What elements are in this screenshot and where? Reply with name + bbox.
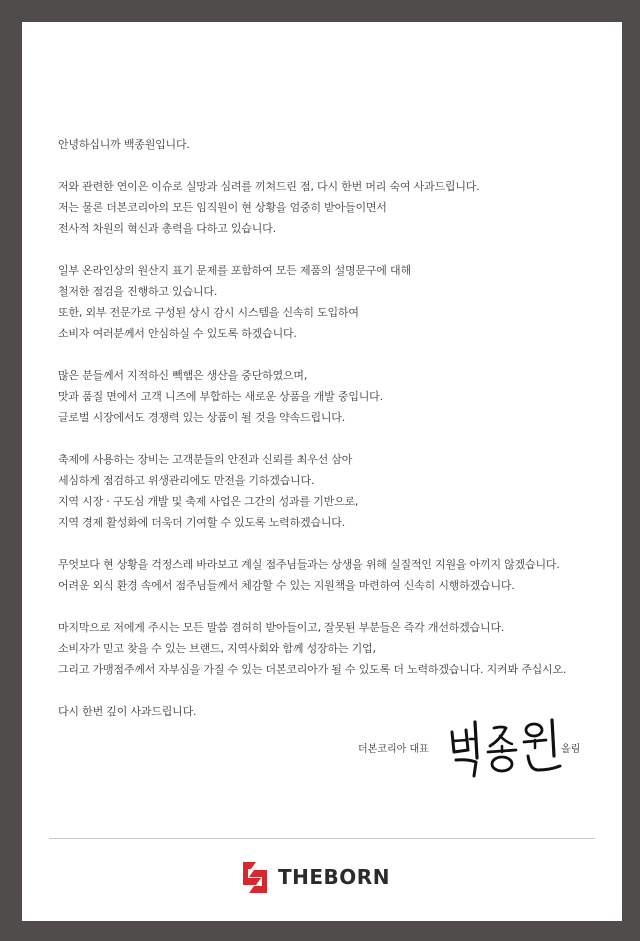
signature-suffix: 올림 — [561, 744, 581, 755]
letter-paragraph — [58, 365, 598, 428]
letter-paragraph — [58, 260, 598, 344]
letter-paragraph — [58, 449, 598, 533]
letter-line: 세심하게 점검하고 위생관리에도 만전을 기하겠습니다. — [58, 474, 315, 487]
theborn-logo-icon — [240, 860, 270, 894]
letter-line: 글로벌 시장에서도 경쟁력 있는 상품이 될 것을 약속드립니다. — [58, 411, 346, 424]
letter-line: 마지막으로 저에게 주시는 모든 말씀 겸허히 받아들이고, 잘못된 부분들은 즉각 개선하겠습니다. — [58, 621, 505, 634]
letter-body — [58, 134, 598, 743]
letter-line: 전사적 차원의 혁신과 총력을 다하고 있습니다. — [58, 222, 276, 235]
letter-paragraph — [58, 554, 598, 596]
letter-paragraph — [58, 617, 598, 680]
letter-line: 어려운 외식 환경 속에서 점주님들께서 체감할 수 있는 지원책을 마련하여 신속히 시행하겠습니다. — [58, 579, 515, 592]
letter-line: 소비자 여러분께서 안심하실 수 있도록 하겠습니다. — [58, 327, 297, 340]
letter-line: 다시 한번 깊이 사과드립니다. — [58, 705, 197, 718]
handwritten-signature — [442, 712, 572, 782]
signer-title: 더본코리아 대표 — [358, 744, 429, 755]
letter-line: 지역 시장 · 구도심 개발 및 축제 사업은 그간의 성과를 기반으로, — [58, 495, 359, 508]
brand-logo — [240, 860, 410, 894]
letter-line: 많은 분들께서 지적하신 빽햄은 생산을 중단하였으며, — [58, 369, 308, 382]
letter-line: 지역 경제 활성화에 더욱더 기여할 수 있도록 노력하겠습니다. — [58, 516, 346, 529]
letter-line: 맛과 품질 면에서 고객 니즈에 부합하는 새로운 상품을 개발 중입니다. — [58, 390, 383, 403]
letter-line: 그리고 가맹점주께서 자부심을 가질 수 있는 더본코리아가 될 수 있도록 더 노력하겠습니다. 지켜봐 주십시오. — [58, 663, 567, 676]
letter-line: 일부 온라인상의 원산지 표기 문제를 포함하여 모든 제품의 설명문구에 대해 — [58, 264, 411, 277]
letter-line: 소비자가 믿고 찾을 수 있는 브랜드, 지역사회와 함께 성장하는 기업, — [58, 642, 376, 655]
letter-line: 무엇보다 현 상황을 걱정스레 바라보고 계실 점주님들과는 상생을 위해 실질적인 지원을 아끼지 않겠습니다. — [58, 558, 560, 571]
letter-paper — [22, 22, 622, 921]
footer-divider — [49, 838, 595, 839]
letter-line: 철저한 점검을 진행하고 있습니다. — [58, 285, 218, 298]
letter-line: 또한, 외부 전문가로 구성된 상시 감시 시스템을 신속히 도입하여 — [58, 306, 359, 319]
letter-line: 저는 물론 더본코리아의 모든 임직원이 현 상황을 엄중히 받아들이면서 — [58, 201, 387, 214]
letter-line: 축제에 사용하는 장비는 고객분들의 안전과 신뢰를 최우선 삼아 — [58, 453, 353, 466]
letter-line: 저와 관련한 연이은 이슈로 실망과 심려를 끼쳐드린 점, 다시 한번 머리 숙여 사과드립니다. — [58, 180, 480, 193]
letter-line: 안녕하십니까 백종원입니다. — [58, 138, 190, 151]
letter-paragraph — [58, 176, 598, 239]
brand-name: THEBORN — [278, 865, 390, 889]
letter-paragraph — [58, 134, 598, 155]
signature-block — [352, 712, 602, 782]
